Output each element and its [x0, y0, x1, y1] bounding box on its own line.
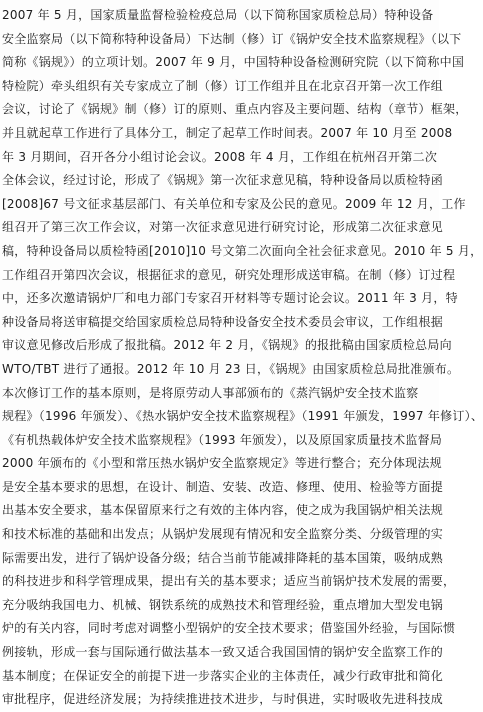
text-line: 并且就起草工作进行了具体分工，制定了起草工作时间表。2007 年 10 月至 2008 — [2, 125, 453, 140]
text-line: 规程》（1996 年颁发）、《热水锅炉安全技术监察规程》（1991 年颁发，1997 年修订）、 — [2, 409, 483, 424]
text-line: 种设备局将送审稿提交给国家质检总局特种设备安全技术委员会审议，工作组根据 — [2, 314, 444, 329]
text-line: 的科技进步和科学管理成果，提出有关的基本要求；适应当前锅炉技术发展的需要， — [2, 574, 456, 589]
text-line: 中，还多次邀请锅炉厂和电力部门专家召开材料等专题讨论会议。2011 年 3 月，特 — [2, 291, 458, 306]
text-line: 本次修订工作的基本原则，是将原劳动人事部颁布的《蒸汽锅炉安全技术监察 — [2, 385, 419, 400]
text-line: 2007 年 5 月，国家质量监督检验检疫总局（以下简称国家质检总局）特种设备 — [2, 8, 434, 22]
text-line: 组召开了第三次工作会议，对第一次征求意见进行研究讨论，形成第二次征求意见 — [2, 220, 444, 235]
text-line: 际需要出发，进行了锅炉设备分级；结合当前节能减排降耗的基本国策，吸纳成熟 — [2, 550, 444, 565]
text-line: 出基本安全要求，基本保留原来行之有效的主体内容，使之成为我国锅炉相关法规 — [2, 503, 444, 518]
text-line: 年 3 月期间，召开各分小组讨论会议。2008 年 4 月，工作组在杭州召开第二次 — [2, 149, 438, 164]
text-line: 稿，特种设备局以质检特函[2010]10 号文第二次面向全社会征求意见。2010 年 5 月， — [2, 243, 483, 258]
text-line: [2008]67 号文征求基层部门、有关单位和专家及公民的意见。2009 年 12 月，工作 — [2, 196, 466, 211]
text-line: WTO/TBT 进行了通报。2012 年 10 月 23 日，《锅规》由国家质检总局批准颁布。 — [2, 361, 460, 376]
text-line: 炉的有关内容，同时考虑对调整小型锅炉的安全技术要求；借鉴国外经验，与国际惯 — [2, 621, 456, 636]
body-text — [2, 4, 483, 712]
text-line: 2000 年颁布的《小型和常压热水锅炉安全监察规定》等进行整合；充分体现法规 — [2, 456, 442, 471]
text-line: 充分吸纳我国电力、机械、钢铁系统的成熟技术和管理经验，重点增加大型发电锅 — [2, 597, 444, 612]
text-line: 安全监察局（以下简称特种设备局）下达制（修）订《锅炉安全技术监察规程》（以下 — [2, 31, 462, 46]
text-line: 简称《锅规》）的立项计划。2007 年 9 月，中国特种设备检测研究院（以下简称中国 — [2, 55, 465, 70]
text-line: 特检院）牵头组织有关专家成立了制（修）订工作组并且在北京召开第一次工作组 — [2, 78, 444, 93]
text-line: 是安全基本要求的思想，在设计、制造、安装、改造、修理、使用、检验等方面提 — [2, 479, 444, 494]
text-line: 《有机热载体炉安全技术监察规程》（1993 年颁发），以及原国家质量技术监督局 — [2, 432, 443, 447]
text-line: 全体会议，经过讨论，形成了《锅规》第一次征求意见稿，特种设备局以质检特函 — [2, 173, 444, 188]
text-line: 例接轨，形成一套与国际通行做法基本一致又适合我国国情的锅炉安全监察工作的 — [2, 645, 444, 660]
text-line: 审批程序，促进经济发展；为持续推进技术进步，与时俱进，实时吸收先进科技成 — [2, 692, 444, 707]
text-line: 工作组召开第四次会议，根据征求的意见，研究处理形成送审稿。在制（修）订过程 — [2, 267, 456, 282]
text-line: 基本制度；在保证安全的前提下进一步落实企业的主体责任，减少行政审批和简化 — [2, 668, 444, 683]
text-line: 和技术标准的基础和出发点；从锅炉发展现有情况和安全监察分类、分级管理的实 — [2, 527, 444, 542]
text-line: 会议，讨论了《锅规》制（修）订的原则、重点内容及主要问题、结构（章节）框架， — [2, 102, 468, 117]
text-line: 审议意见修改后形成了报批稿。2012 年 2 月，《锅规》的报批稿由国家质检总局向 — [2, 338, 452, 353]
